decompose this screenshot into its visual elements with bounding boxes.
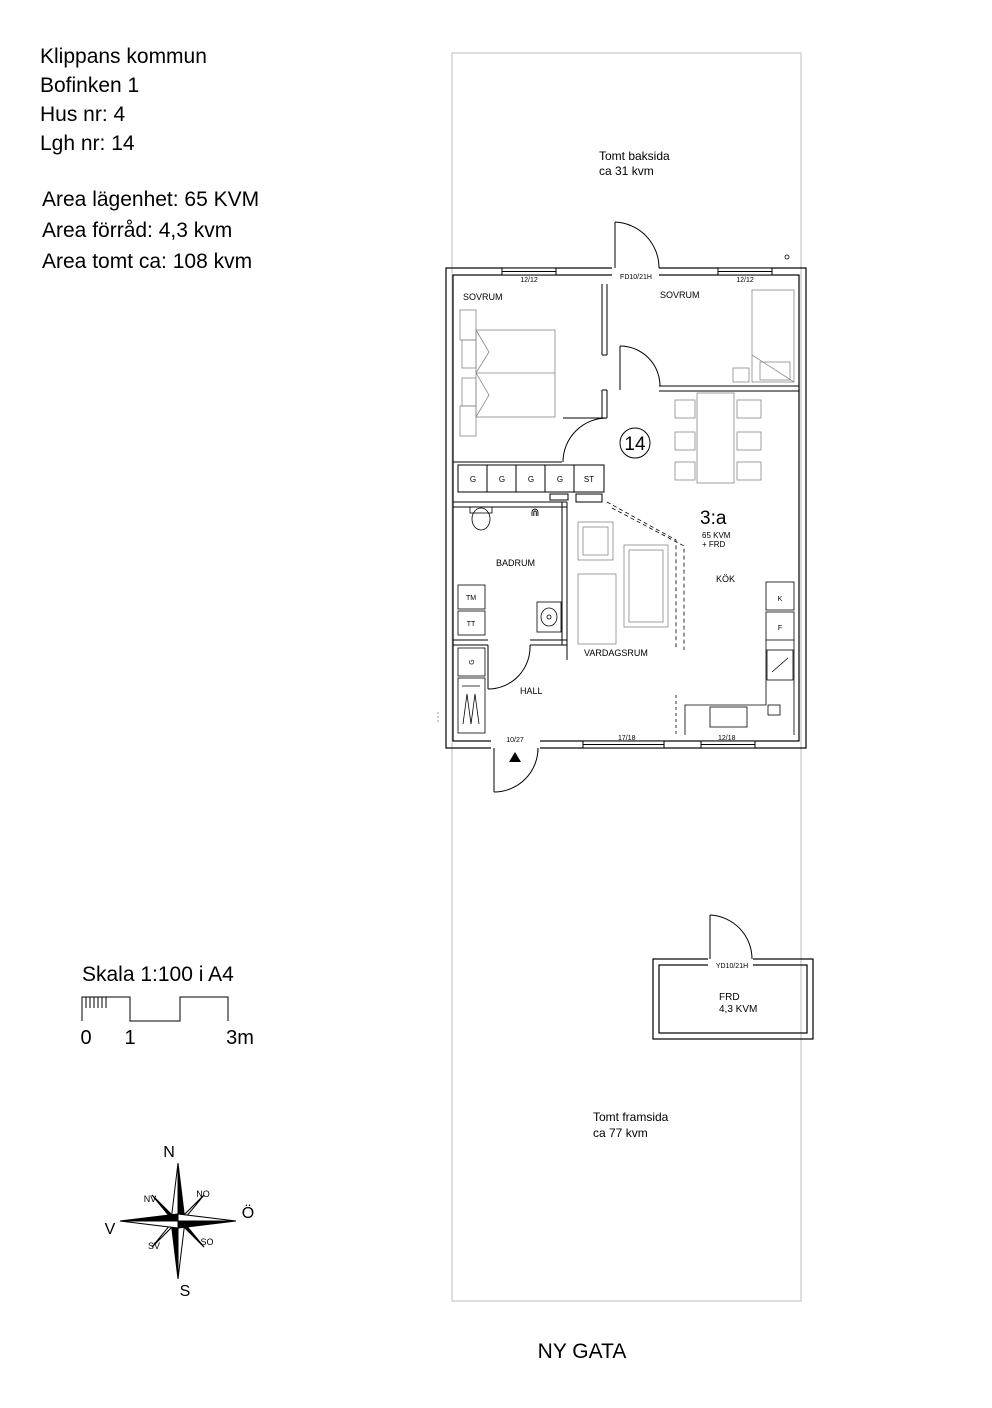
single-bed-icon [733, 290, 794, 382]
wardrobe-label-4: G [556, 475, 564, 484]
dryer-label: TT [466, 621, 476, 628]
storage-area-text: Area förråd: 4,3 kvm [42, 219, 233, 242]
compass-e: Ö [241, 1205, 255, 1222]
rooms-count-text: 3:a [700, 508, 727, 529]
storage-door-label: YD10/21H [715, 963, 749, 970]
unit-number-text: 14 [624, 434, 646, 455]
entry-door-label: 10/27 [506, 737, 524, 744]
plot-area-text: Area tomt ca: 108 kvm [42, 250, 253, 273]
house-number-text: Hus nr: 4 [40, 103, 126, 126]
scale-bar [82, 997, 228, 1021]
wardrobe-label-3: G [527, 475, 535, 484]
compass-rose-icon [120, 1163, 236, 1279]
storage-cabinet-label: ST [583, 475, 595, 484]
window-label-2: 12/12 [736, 277, 754, 284]
property-text: Bofinken 1 [40, 74, 140, 97]
shower-head-icon: ⋒ [530, 507, 540, 519]
storage-label: FRD [719, 992, 740, 1003]
washing-machine-label: TM [465, 595, 477, 602]
scale-tick-1: 1 [124, 1027, 136, 1049]
window-label-4: 12/18 [718, 735, 736, 742]
municipality-text: Klippans kommun [40, 45, 207, 68]
double-bed-icon [460, 310, 555, 436]
compass-nw: NV [143, 1194, 157, 1204]
apartment-number-text: Lgh nr: 14 [40, 132, 135, 155]
survey-point-icon [785, 255, 789, 259]
compass-w: V [104, 1221, 116, 1238]
room-label-living: VARDAGSRUM [584, 648, 648, 658]
back-door-label: FD10/21H [620, 274, 652, 281]
window-label-1: 12/12 [520, 277, 538, 284]
front-plot-area: ca 77 kvm [593, 1126, 648, 1140]
compass-s: S [179, 1283, 191, 1300]
bedroom-doors [488, 346, 660, 689]
apartment-area-text: Area lägenhet: 65 KVM [42, 188, 260, 211]
street-label: NY GATA [537, 1340, 627, 1363]
bathroom-fixtures [458, 507, 561, 635]
room-label-hall: HALL [520, 686, 543, 696]
compass-n: N [163, 1144, 175, 1161]
scale-tick-3: 3m [226, 1027, 254, 1049]
living-partition [607, 502, 684, 650]
room-label-bedroom-left: SOVRUM [463, 292, 503, 302]
compass-ne: NO [196, 1189, 210, 1199]
scale-tick-0: 0 [80, 1027, 92, 1049]
window-marks [502, 268, 772, 748]
back-plot-area: ca 31 kvm [599, 164, 654, 178]
kitchen-cabinet-k-label: K [777, 596, 783, 603]
entrance-arrow-icon [509, 752, 521, 762]
front-plot-label: Tomt framsida [593, 1110, 669, 1124]
room-label-bathroom: BADRUM [496, 558, 536, 568]
unit-area-text: 65 KVM [702, 531, 731, 540]
wardrobe-label-1: G [469, 475, 477, 484]
kitchen-cabinet-f-label: F [777, 625, 783, 632]
back-plot-label: Tomt baksida [599, 149, 670, 163]
hall-wardrobe-label: G [469, 659, 476, 665]
back-door-icon [615, 222, 659, 268]
wardrobe-label-2: G [498, 475, 506, 484]
compass-sw: SV [147, 1241, 161, 1251]
kitchen-counter [676, 582, 794, 735]
room-label-kitchen: KÖK [716, 574, 736, 584]
interior-walls [453, 284, 799, 660]
living-furniture [578, 522, 668, 644]
storage-area-label: 4,3 KVM [719, 1004, 758, 1015]
unit-extra-text: + FRD [702, 540, 726, 549]
compass-se: SO [200, 1237, 214, 1247]
window-label-3: 17/18 [618, 735, 636, 742]
storage-door-icon [710, 915, 752, 959]
room-label-bedroom-right: SOVRUM [660, 290, 700, 300]
dining-table-icon [675, 393, 761, 483]
scale-title: Skala 1:100 i A4 [82, 963, 234, 986]
